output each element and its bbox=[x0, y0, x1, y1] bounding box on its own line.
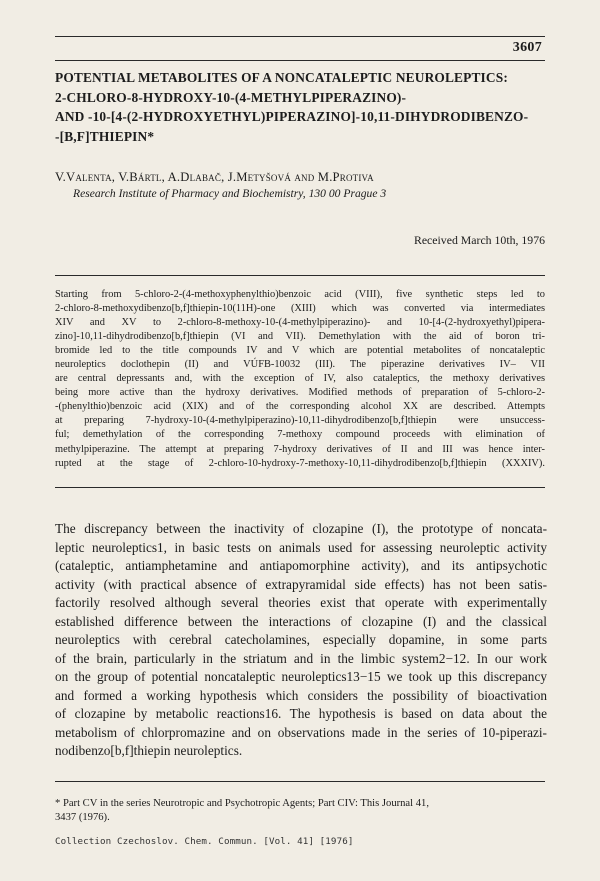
body-line: of clozapine by metabolic reactions16. The hypothesis is based on data about the bbox=[55, 706, 547, 721]
body-line: factorily resolved although several theories exist that operate with experimentally bbox=[55, 595, 547, 610]
body-line: of the brain, particularly in the striatum and in the limbic system2−12. In our work bbox=[55, 650, 547, 666]
abstract-line: at preparing 7-hydroxy-10-(4-methylpiperazino)-10,11-dihydrodibenzo[b,f]thiepin were unsuccess- bbox=[55, 415, 545, 427]
article-title bbox=[55, 68, 550, 146]
abstract-line: XIV and XV to 2-chloro-8-methoxy-10-(4-methylpiperazino)- and 10-[4-(2-hydroxyethyl)pipera- bbox=[55, 317, 545, 329]
abstract-line: -(phenylthio)benzoic acid (XIX) and of the corresponding alcohol XX are described. Attempts bbox=[55, 401, 545, 413]
title-line: AND -10-[4-(2-HYDROXYETHYL)PIPERAZINO]-10,11-DIHYDRODIBENZO- bbox=[55, 109, 529, 124]
affiliation: Research Institute of Pharmacy and Biochemistry, 130 00 Prague 3 bbox=[73, 187, 387, 200]
footnote-rule bbox=[55, 781, 545, 782]
footnote-line: 3437 (1976). bbox=[55, 812, 110, 823]
abstract-line: zino]-10,11-dihydrodibenzo[b,f]thiepin (VI and VII). Demethylation with the aid of boron tri- bbox=[55, 331, 545, 343]
abstract-line: Starting from 5-chloro-2-(4-methoxyphenylthio)benzoic acid (VIII), five synthetic steps led to bbox=[55, 289, 545, 300]
body-text bbox=[55, 520, 547, 761]
footnote-line: * Part CV in the series Neurotropic and Psychotropic Agents; Part CIV: This Journal 41, bbox=[55, 798, 429, 809]
abstract-line: being more active than the hydroxy derivatives. Modified methods of preparation of 5-chloro-2- bbox=[55, 387, 545, 399]
abstract-bottom-rule bbox=[55, 487, 545, 488]
top-rule bbox=[55, 36, 545, 37]
body-line: neuroleptics with cerebral catecholamines, especially dopamine, in some parts bbox=[55, 632, 547, 647]
abstract-line: are central depressants and, with the exception of IV, also cataleptics, the methoxy derivatives bbox=[55, 373, 545, 385]
title-line: POTENTIAL METABOLITES OF A NONCATALEPTIC NEUROLEPTICS: bbox=[55, 70, 508, 85]
abstract-line: bromide led to the title compounds IV and V which are potential metabolites of noncataleptic bbox=[55, 345, 545, 357]
abstract-line: ful; demethylation of the corresponding 7-methoxy compound proceeds with elimination of bbox=[55, 429, 545, 441]
title-line: -[B,F]THIEPIN* bbox=[55, 128, 155, 144]
received-date: Received March 10th, 1976 bbox=[413, 233, 545, 247]
body-line: established difference between the interactions of clozapine (I) and the classical bbox=[55, 613, 547, 629]
body-line: nodibenzo[b,f]thiepin neuroleptics. bbox=[55, 743, 243, 758]
author-list: V.Valenta, V.Bártl, A.Dlabač, J.Metyšová and M.Protiva bbox=[55, 170, 374, 184]
footnote bbox=[55, 797, 545, 825]
abstract-line: neuroleptics doclothepin (II) and VÚFB-10032 (III). The piperazine derivatives IV– VII bbox=[55, 359, 545, 371]
body-line: on the group of potential noncataleptic neuroleptics13−15 we took up this discrepancy bbox=[55, 669, 547, 684]
body-line: The discrepancy between the inactivity of clozapine (I), the prototype of noncata- bbox=[55, 521, 547, 536]
abstract-line: rupted at the stage of 2-chloro-10-hydroxy-7-methoxy-10,11-dihydrodibenzo[b,f]thiepin (XXXIV). bbox=[55, 457, 545, 469]
abstract-line: methylpiperazine. The attempt at preparing 7-hydroxy derivatives of II and III was hence inter- bbox=[55, 443, 545, 455]
header-rule bbox=[55, 60, 545, 61]
body-line: (cataleptic, antiamphetamine and antiapomorphine activity), and its antipsychotic bbox=[55, 558, 547, 573]
abstract-top-rule bbox=[55, 275, 545, 276]
title-line: 2-CHLORO-8-HYDROXY-10-(4-METHYLPIPERAZINO)- bbox=[55, 89, 407, 105]
body-line: leptic neuroleptics1, in basic tests on animals used for assessing neuroleptic activity bbox=[55, 539, 547, 555]
page-number: 3607 bbox=[512, 40, 542, 55]
abstract bbox=[55, 288, 545, 471]
abstract-line: 2-chloro-8-methoxydibenzo[b,f]thiepin-10(11H)-one (XIII) which was converted via intermediates bbox=[55, 303, 545, 315]
journal-citation: Collection Czechoslov. Chem. Commun. [Vol. 41] [1976] bbox=[55, 836, 354, 847]
body-line: and formed a working hypothesis which considers the possibility of bioactivation bbox=[55, 687, 547, 703]
body-line: metabolism of chlorpromazine and on observations made in the series of 10-piperazi- bbox=[55, 724, 547, 740]
body-line: activity (with practical absence of extrapyramidal side effects) has not been satis- bbox=[55, 576, 547, 592]
